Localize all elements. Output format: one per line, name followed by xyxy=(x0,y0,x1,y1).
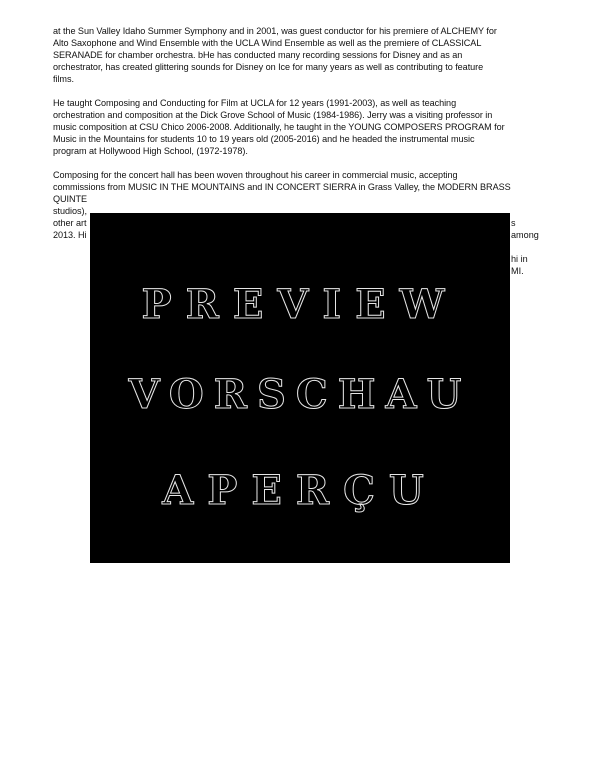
text-line: orchestrator, has created glittering sounds for Disney on Ice for many years as well as contributing to feature xyxy=(53,62,484,72)
text-line: program at Hollywood High School, (1972-1978). xyxy=(53,146,248,156)
text-line: commissions from MUSIC IN THE MOUNTAINS and IN CONCERT SIERRA in Grass Valley, the MODERN BRASS xyxy=(53,182,511,192)
paragraph-gap xyxy=(53,157,547,169)
text-line: other art xyxy=(53,218,87,228)
watermark-word-vorschau: VORSCHAU xyxy=(128,371,472,418)
text-line: He taught Composing and Conducting for Film at UCLA for 12 years (1991-2003), as well as teaching xyxy=(53,98,457,108)
occluded-fragment: among xyxy=(511,230,539,240)
text-line: films. xyxy=(53,74,74,84)
watermark-word-preview: PREVIEW xyxy=(141,281,459,328)
text-line: Music in the Mountains for students 10 to 19 years old (2005-2016) and he headed the instrumental music xyxy=(53,134,475,144)
text-line: 2013. Hi xyxy=(53,230,87,240)
text-line: Composing for the concert hall has been woven throughout his career in commercial music, accepting xyxy=(53,170,458,180)
occluded-fragment: s xyxy=(511,218,516,228)
text-line: QUINTE xyxy=(53,194,88,204)
paragraph-gap xyxy=(53,85,547,97)
text-line: SERANADE for chamber orchestra. bHe has conducted many recording sessions for Disney and as an xyxy=(53,50,463,60)
occluded-fragment: hi in xyxy=(511,254,528,264)
document-body xyxy=(53,25,547,241)
text-line: music composition at CSU Chico 2006-2008. Additionally, he taught in the YOUNG COMPOSERS PROGRAM for xyxy=(53,122,505,132)
text-line: Alto Saxophone and Wind Ensemble with the UCLA Wind Ensemble as well as the premiere of CLASSICAL xyxy=(53,38,482,48)
text-line: orchestration and composition at the Dick Grove School of Music (1984-1986). Jerry was a visiting professor in xyxy=(53,110,493,120)
preview-watermark xyxy=(90,213,510,563)
watermark-word-apercu: APERÇU xyxy=(162,467,438,514)
occluded-fragment: MI. xyxy=(511,266,524,276)
text-line: studios), xyxy=(53,206,87,216)
text-line: at the Sun Valley Idaho Summer Symphony and in 2001, was guest conductor for his premiere of ALCHEMY for xyxy=(53,26,497,36)
